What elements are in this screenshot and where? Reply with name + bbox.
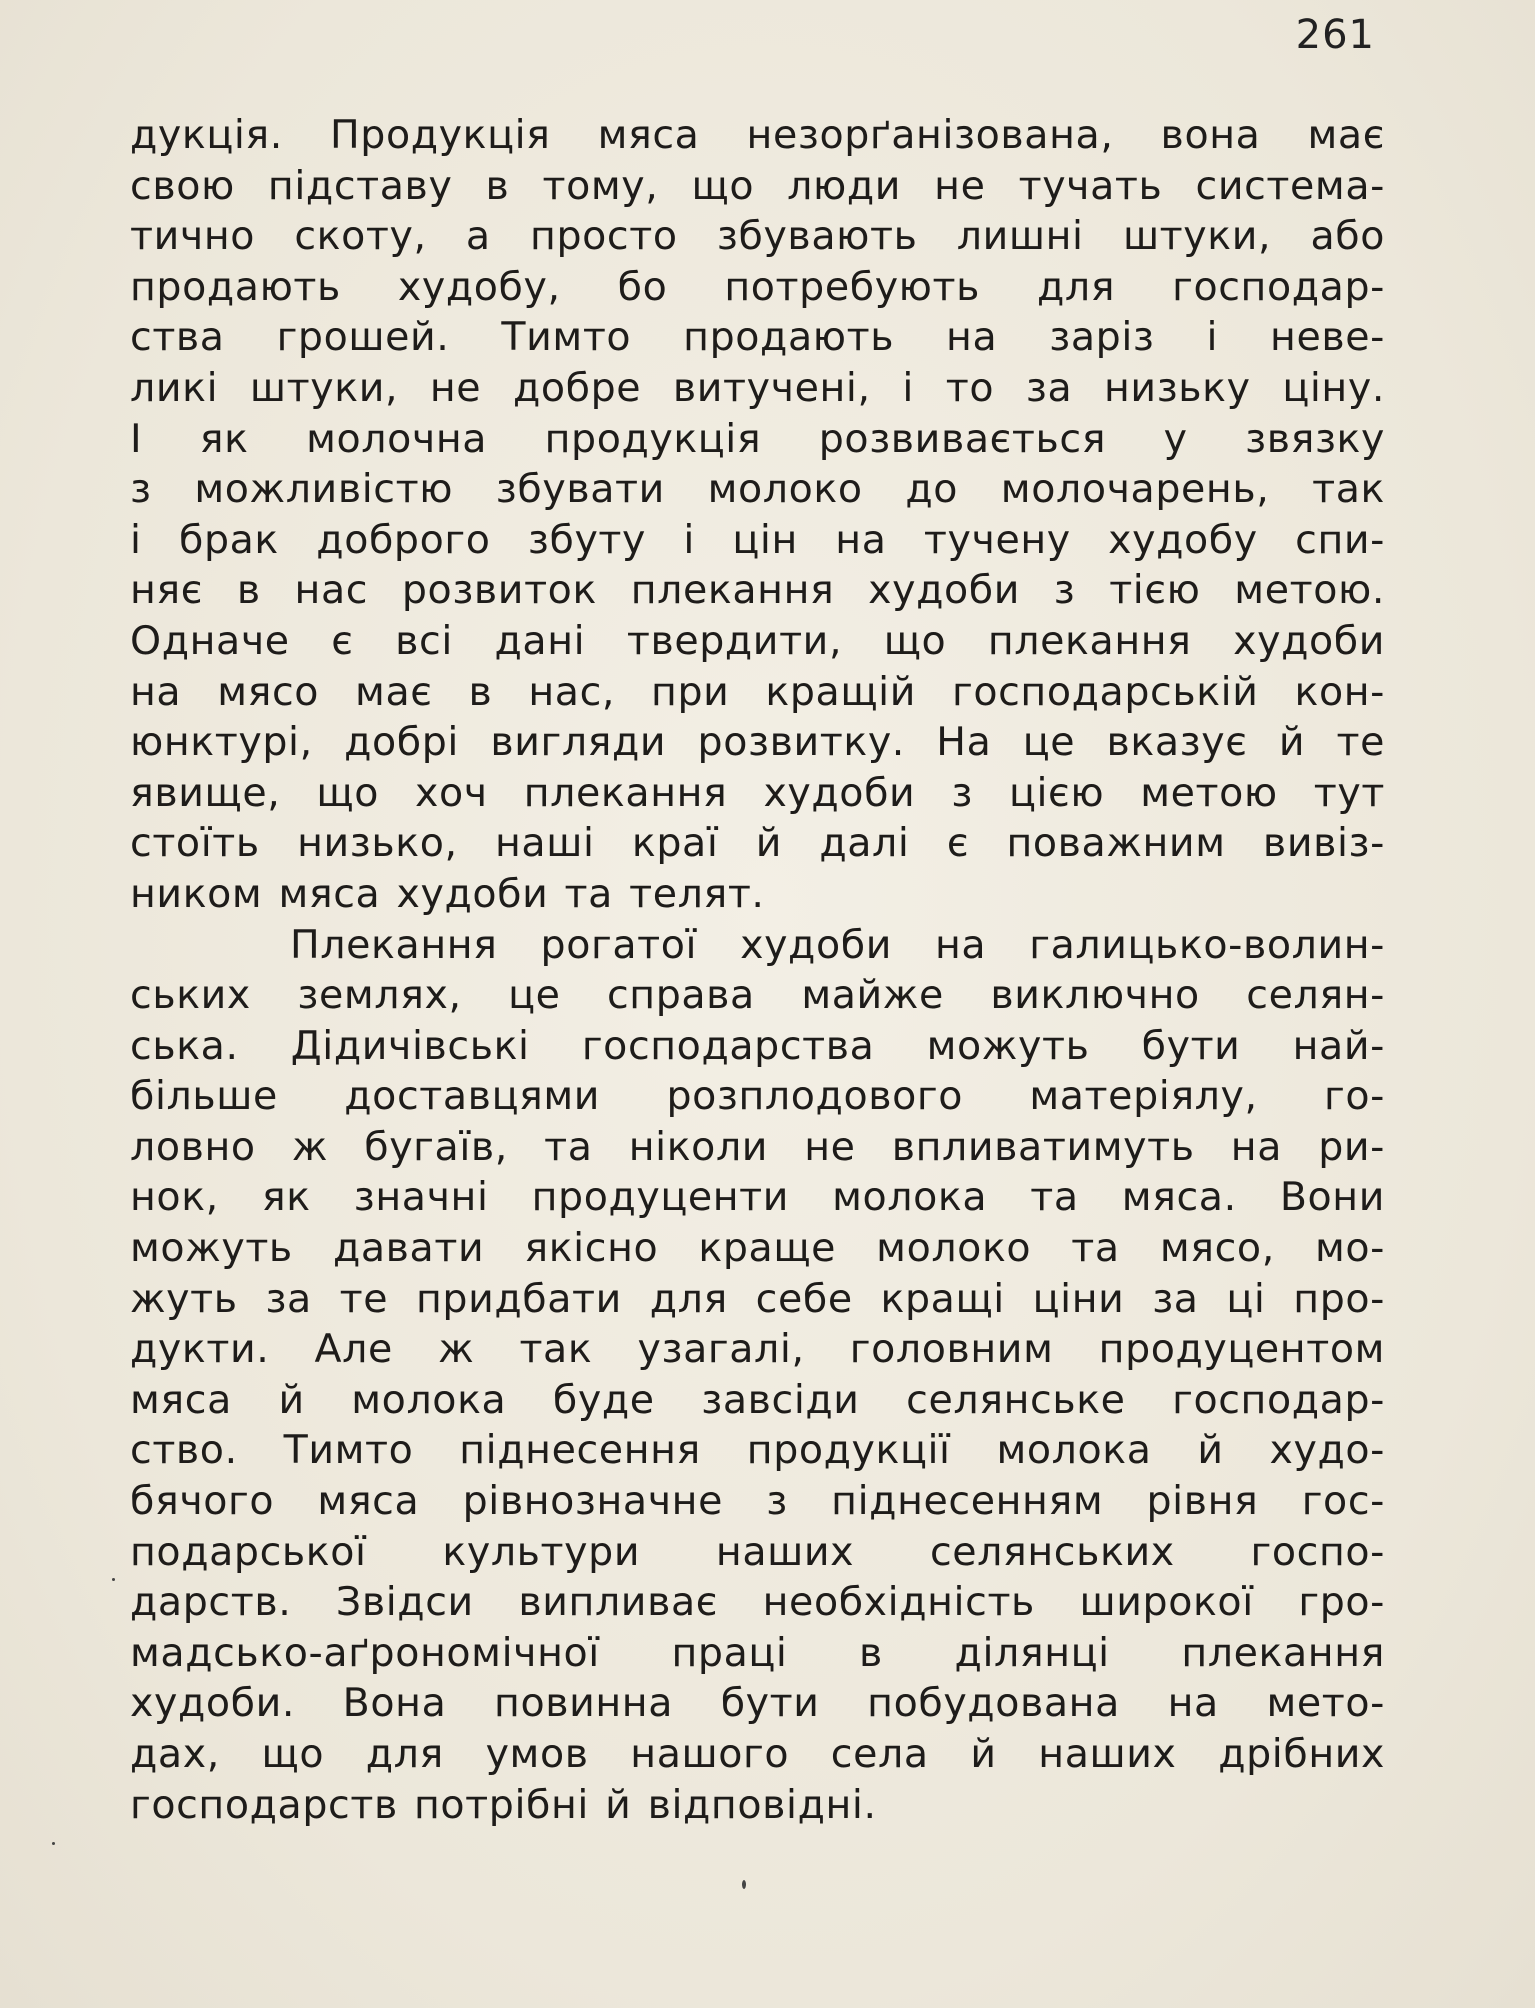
paragraph-2 <box>130 920 1385 1831</box>
text-line: дах, що для умов нашого села й наших дрібних <box>130 1731 1385 1777</box>
text-line: дарств. Звідси випливає необхідність широкої гро- <box>130 1579 1385 1626</box>
text-line: ником мяса худоби та телят. <box>130 870 765 917</box>
text-line: господарств потрібні й відповідні. <box>130 1781 877 1828</box>
text-line: ловно ж бугаїв, та ніколи не впливатимуть на ри- <box>130 1123 1385 1170</box>
text-line: і брак доброго збуту і цін на тучену худобу спи- <box>130 516 1385 563</box>
text-line: ських землях, це справа майже виключно селян- <box>130 972 1385 1019</box>
paper-speck <box>112 1578 115 1581</box>
text-line: дукція. Продукція мяса незорґанізована, вона має <box>130 112 1385 158</box>
text-line: юнктурі, добрі вигляди розвитку. На це вказує й те <box>130 719 1385 766</box>
text-line: няє в нас розвиток плекання худоби з тією метою. <box>130 567 1385 614</box>
text-line: стоїть низько, наші краї й далі є поважним вивіз- <box>130 820 1385 867</box>
text-line: ська. Дідичівські господарства можуть бути най- <box>130 1022 1385 1069</box>
text-line: худоби. Вона повинна бути побудована на мето- <box>130 1680 1385 1727</box>
text-line: тично скоту, а просто збувають лишні штуки, або <box>130 213 1385 260</box>
text-line: мадсько-аґрономічної праці в ділянці плекання <box>130 1629 1385 1676</box>
page-text <box>130 110 1385 1830</box>
text-line: ство. Тимто піднесення продукції молока й худо- <box>130 1427 1385 1474</box>
text-line: дукти. Але ж так узагалі, головним продуцентом <box>130 1326 1385 1373</box>
text-line: можуть давати якісно краще молоко та мясо, мо- <box>130 1225 1385 1272</box>
text-line: Плекання рогатої худоби на галицько-волин- <box>290 921 1385 968</box>
text-line: І як молочна продукція розвивається у звязку <box>130 415 1385 462</box>
paper-speck <box>52 1842 55 1845</box>
text-line: Одначе є всі дані твердити, що плекання худоби <box>130 617 1385 664</box>
text-line: жуть за те придбати для себе кращі ціни за ці про- <box>130 1275 1385 1322</box>
text-line: з можливістю збувати молоко до молочарень, так <box>130 466 1385 513</box>
text-line: ликі штуки, не добре витучені, і то за низьку ціну. <box>130 364 1385 411</box>
text-line: мяса й молока буде завсіди селянське господар- <box>130 1376 1385 1423</box>
text-line: бячого мяса рівнозначне з піднесенням рівня гос- <box>130 1478 1385 1525</box>
text-line: нок, як значні продуценти молока та мяса. Вони <box>130 1174 1385 1221</box>
paragraph-1 <box>130 110 1385 920</box>
text-line: явище, що хоч плекання худоби з цією метою тут <box>130 769 1385 816</box>
paper-speck <box>742 1880 746 1889</box>
text-line: ства грошей. Тимто продають на заріз і неве- <box>130 314 1385 361</box>
text-line: більше доставцями розплодового матеріялу, го- <box>130 1073 1385 1120</box>
page-number: 261 <box>1295 12 1375 58</box>
text-line: на мясо має в нас, при кращій господарській кон- <box>130 668 1385 715</box>
text-line: свою підставу в тому, що люди не тучать система- <box>130 162 1385 209</box>
text-line: подарської культури наших селянських госпо- <box>130 1528 1385 1575</box>
text-line: продають худобу, бо потребують для господар- <box>130 263 1385 310</box>
